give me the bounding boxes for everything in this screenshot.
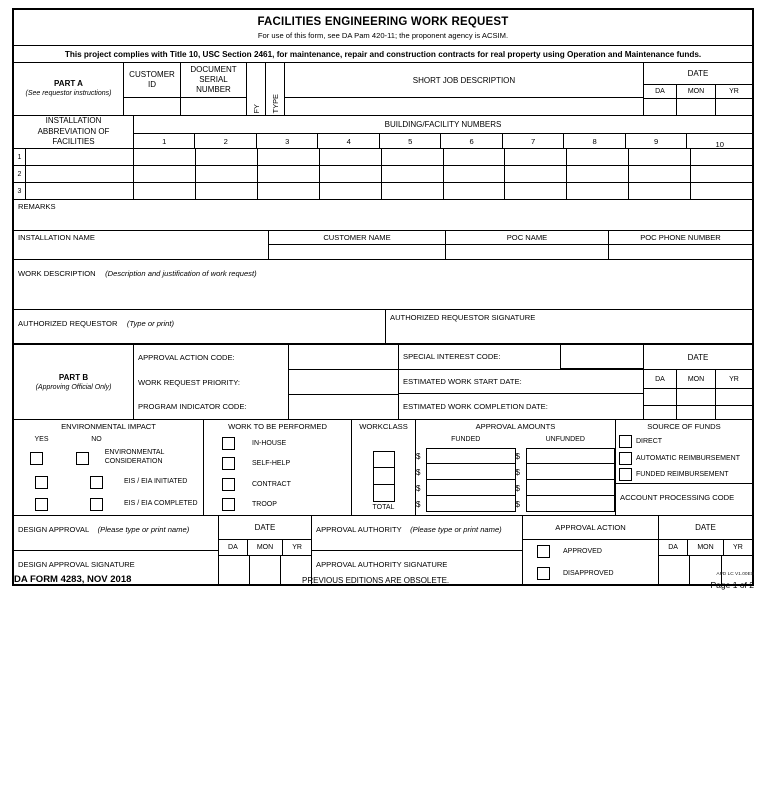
customer-name-input[interactable] <box>269 245 445 259</box>
work-performed-section <box>204 420 352 515</box>
installation-abbrev-label: INSTALLATION ABBREVIATION OF FACILITIES <box>37 116 110 147</box>
building-cell-3-8[interactable] <box>567 183 629 199</box>
eis-eia-completed-label: EIS / EIA COMPLETED <box>124 499 198 507</box>
environmental-consideration-label: ENVIRONMENTAL CONSIDERATION <box>104 449 165 466</box>
eis-eia-initiated-no-checkbox[interactable] <box>90 476 103 489</box>
building-col-6: 6 <box>441 134 502 148</box>
troop-label: TROOP <box>252 501 277 509</box>
poc-phone-label: POC PHONE NUMBER <box>640 233 721 242</box>
building-cell-3-1[interactable] <box>134 183 196 199</box>
installation-name-label: INSTALLATION NAME <box>18 233 95 242</box>
building-cell-2-6[interactable] <box>444 166 506 182</box>
account-processing-code-label: ACCOUNT PROCESSING CODE <box>620 493 735 502</box>
approval-date-mon-label: MON <box>697 544 714 551</box>
building-cell-1-4[interactable] <box>320 149 382 165</box>
part-a-date-inputs <box>644 99 752 115</box>
funded-label: FUNDED <box>451 435 481 443</box>
da-form-4283 <box>12 8 754 586</box>
source-of-funds-direct <box>616 433 752 450</box>
start-date-mon-input[interactable] <box>677 389 716 405</box>
authorized-requestor-cell[interactable] <box>14 310 386 343</box>
unfunded-currency-1: $ <box>515 451 520 461</box>
special-interest-code-input[interactable] <box>561 345 643 369</box>
part-a-date-mon-input[interactable] <box>677 99 716 115</box>
page-title: FACILITIES ENGINEERING WORK REQUEST <box>257 15 509 28</box>
part-b-label: PART B <box>58 373 89 382</box>
approval-amounts-section <box>416 420 616 515</box>
environmental-yes-label: YES <box>34 435 49 443</box>
approval-authority-hint: (Please type or print name) <box>410 525 502 534</box>
design-approval-signature-label: DESIGN APPROVAL SIGNATURE <box>18 559 135 569</box>
fy-cell[interactable] <box>247 63 266 115</box>
environmental-impact-section <box>14 420 204 515</box>
remarks-cell[interactable] <box>14 200 752 231</box>
work-description-cell[interactable] <box>14 260 752 310</box>
authorized-requestor-signature-cell[interactable] <box>386 310 752 343</box>
customer-id-cell <box>124 63 181 115</box>
approval-action-date-label: DATE <box>695 523 716 532</box>
contract-checkbox[interactable] <box>222 478 235 491</box>
building-col-9: 9 <box>626 134 687 148</box>
automatic-reimbursement-checkbox[interactable] <box>619 452 632 465</box>
building-cell-3-3[interactable] <box>258 183 320 199</box>
unfunded-label: UNFUNDED <box>545 435 585 443</box>
building-cell-2-5[interactable] <box>382 166 444 182</box>
document-serial-input[interactable] <box>181 98 246 115</box>
part-a-date-mon-label: MON <box>687 88 705 95</box>
part-b-codes-labels <box>134 345 289 419</box>
part-a-date-da-input[interactable] <box>644 99 677 115</box>
part-a-date-subheaders <box>644 85 752 99</box>
building-cell-3-9[interactable] <box>629 183 691 199</box>
part-a-label: PART A <box>54 79 83 89</box>
names-row <box>14 231 752 260</box>
environmental-consideration-yes-checkbox[interactable] <box>30 452 43 465</box>
building-cell-1-7[interactable] <box>505 149 567 165</box>
document-serial-cell <box>181 63 247 115</box>
approval-date-da-label: DA <box>668 544 678 551</box>
estimated-work-completion-label: ESTIMATED WORK COMPLETION DATE: <box>403 401 548 411</box>
installation-abbrev-label-cell <box>14 116 134 148</box>
completion-date-da-input[interactable] <box>644 406 677 419</box>
workclass-section <box>352 420 416 515</box>
building-cell-2-9[interactable] <box>629 166 691 182</box>
part-a-date-da-label: DA <box>655 88 665 95</box>
part-a-date-yr-input[interactable] <box>716 99 752 115</box>
approval-date-yr-label: YR <box>733 544 743 551</box>
part-a-date-yr-label: YR <box>729 88 739 95</box>
building-cell-1-9[interactable] <box>629 149 691 165</box>
building-cell-3-2[interactable] <box>196 183 258 199</box>
work-performed-title: WORK TO BE PERFORMED <box>228 422 327 431</box>
building-col-1: 1 <box>134 134 195 148</box>
building-number-columns <box>134 134 752 148</box>
program-indicator-code-label: PROGRAM INDICATOR CODE: <box>138 402 247 412</box>
in-house-label: IN-HOUSE <box>252 439 287 447</box>
approval-amounts-title: APPROVAL AMOUNTS <box>475 422 556 431</box>
building-cell-2-3[interactable] <box>258 166 320 182</box>
eis-eia-completed-no-checkbox[interactable] <box>90 498 103 511</box>
installation-abbrev-input-3[interactable] <box>26 183 134 199</box>
funded-currency-2: $ <box>416 467 421 477</box>
approval-date-subheaders <box>659 540 752 556</box>
building-cell-1-1[interactable] <box>134 149 196 165</box>
work-performed-item-in-house <box>204 433 351 454</box>
approval-authority-name-field[interactable] <box>312 516 522 551</box>
poc-phone-cell <box>609 231 752 259</box>
building-cell-2-1[interactable] <box>134 166 196 182</box>
type-cell[interactable] <box>266 63 285 115</box>
fy-label: FY <box>251 103 261 113</box>
design-date-yr-label: YR <box>292 544 302 551</box>
building-cell-1-10[interactable] <box>691 149 752 165</box>
authorized-requestor-row <box>14 310 752 345</box>
funded-amount-input-2[interactable] <box>426 464 516 480</box>
compliance-statement-block <box>14 46 752 63</box>
funded-currency-4: $ <box>416 499 421 509</box>
building-cell-2-2[interactable] <box>196 166 258 182</box>
previous-editions-note: PREVIOUS EDITIONS ARE OBSOLETE. <box>302 576 450 585</box>
funded-amount-input-3[interactable] <box>426 480 516 496</box>
design-date-subheaders <box>219 540 311 556</box>
unfunded-amount-input-1[interactable] <box>526 448 616 464</box>
type-label: TYPE <box>270 93 280 113</box>
account-processing-code-cell[interactable] <box>616 483 752 515</box>
building-cell-2-4[interactable] <box>320 166 382 182</box>
approval-action-code-label: APPROVAL ACTION CODE: <box>138 352 235 362</box>
building-cell-3-7[interactable] <box>505 183 567 199</box>
part-b-date-cell <box>644 345 752 419</box>
program-indicator-code-input[interactable] <box>289 395 398 419</box>
in-house-checkbox[interactable] <box>222 437 235 450</box>
building-cell-2-10[interactable] <box>691 166 752 182</box>
building-cell-1-3[interactable] <box>258 149 320 165</box>
design-approval-name-field[interactable] <box>14 516 218 551</box>
special-interest-code-label: SPECIAL INTEREST CODE: <box>403 352 501 362</box>
document-serial-label: DOCUMENT SERIAL NUMBER <box>190 65 237 94</box>
estimated-completion-date-inputs <box>644 406 752 419</box>
form-title-block <box>14 10 752 46</box>
part-b-codes-inputs <box>289 345 399 419</box>
workclass-box-3[interactable] <box>373 485 395 502</box>
remarks-label: REMARKS <box>18 202 56 211</box>
design-approval-label: DESIGN APPROVAL <box>18 525 90 534</box>
environmental-yesno-headers <box>14 433 203 445</box>
building-numbers-header: BUILDING/FACILITY NUMBERS <box>384 120 502 129</box>
workclass-title: WORKCLASS <box>359 422 408 431</box>
short-job-description-input[interactable] <box>285 98 643 115</box>
environmental-row-1 <box>14 445 203 471</box>
funded-reimbursement-label: FUNDED REIMBURSEMENT <box>636 471 729 479</box>
part-a-label-cell <box>14 63 124 115</box>
building-row-number-2: 2 <box>17 170 22 178</box>
form-id: DA FORM 4283, NOV 2018 <box>14 574 132 585</box>
building-facility-block <box>14 116 752 149</box>
part-a-header-row <box>14 63 752 116</box>
part-b-date-da-label: DA <box>655 375 665 383</box>
work-request-priority-input[interactable] <box>289 370 398 395</box>
apd-version: APD LC V1.00ES <box>716 572 754 577</box>
funded-currency-1: $ <box>416 451 421 461</box>
workclass-box-2[interactable] <box>373 468 395 485</box>
work-performed-item-self-help <box>204 454 351 475</box>
part-a-sublabel: (See requestor instructions) <box>25 90 112 98</box>
building-cell-3-10[interactable] <box>691 183 752 199</box>
short-job-description-cell <box>285 63 644 115</box>
direct-label: DIRECT <box>636 437 663 445</box>
environmental-impact-title: ENVIRONMENTAL IMPACT <box>61 422 156 431</box>
self-help-label: SELF-HELP <box>252 460 291 468</box>
design-date-mon-label: MON <box>256 544 274 551</box>
approval-authority-signature-label: APPROVAL AUTHORITY SIGNATURE <box>316 559 448 569</box>
part-b-label-cell <box>14 345 134 419</box>
part-b-sublabel: (Approving Official Only) <box>35 384 112 391</box>
unfunded-currency-4: $ <box>515 499 520 509</box>
part-b-date-yr-label: YR <box>729 375 739 383</box>
building-row-number-3: 3 <box>17 187 22 195</box>
approved-checkbox[interactable] <box>537 545 550 558</box>
part-b-dates-labels <box>399 345 644 419</box>
customer-name-cell <box>269 231 446 259</box>
contract-label: CONTRACT <box>252 480 291 488</box>
workclass-box-1[interactable] <box>373 451 395 468</box>
source-of-funds-funded <box>616 466 752 483</box>
estimated-start-date-inputs <box>644 389 752 406</box>
building-cell-1-2[interactable] <box>196 149 258 165</box>
building-cell-3-5[interactable] <box>382 183 444 199</box>
completion-date-yr-input[interactable] <box>716 406 752 419</box>
environmental-row-2 <box>14 471 203 493</box>
funded-column <box>416 448 516 515</box>
self-help-checkbox[interactable] <box>222 457 235 470</box>
compliance-statement: This project complies with Title 10, USC Section 2461, for maintenance, repair and construction contracts for real property using Operation and Maintenance funds. <box>64 49 702 59</box>
work-request-priority-label: WORK REQUEST PRIORITY: <box>138 377 240 387</box>
building-cell-3-6[interactable] <box>444 183 506 199</box>
start-date-yr-input[interactable] <box>716 389 752 405</box>
unfunded-amount-input-2[interactable] <box>526 464 616 480</box>
installation-name-cell[interactable] <box>14 231 269 259</box>
troop-checkbox[interactable] <box>222 498 235 511</box>
work-performed-item-contract <box>204 474 351 495</box>
funded-reimbursement-checkbox[interactable] <box>619 468 632 481</box>
customer-id-label: CUSTOMER ID <box>129 70 175 89</box>
unfunded-column <box>516 448 616 515</box>
building-row-number-1: 1 <box>17 153 22 161</box>
completion-date-mon-input[interactable] <box>677 406 716 419</box>
work-description-label: WORK DESCRIPTION <box>18 269 96 278</box>
authorized-requestor-hint: (Type or print) <box>126 319 175 328</box>
environmental-consideration-no-checkbox[interactable] <box>76 452 89 465</box>
installation-abbrev-input-1[interactable] <box>26 149 134 165</box>
design-approval-date-label: DATE <box>254 523 276 532</box>
building-col-3: 3 <box>257 134 318 148</box>
work-description-hint: (Description and justification of work request) <box>105 269 257 278</box>
approved-label: APPROVED <box>563 547 602 555</box>
funded-amount-input-4[interactable] <box>426 496 516 512</box>
customer-name-label: CUSTOMER NAME <box>323 233 391 242</box>
disapproved-label: DISAPPROVED <box>563 569 614 577</box>
poc-name-label: POC NAME <box>506 233 548 242</box>
form-footer <box>12 569 754 594</box>
part-b-date-label: DATE <box>687 352 709 362</box>
eis-eia-initiated-yes-checkbox[interactable] <box>35 476 48 489</box>
building-col-7: 7 <box>503 134 564 148</box>
environmental-no-label: NO <box>91 435 102 443</box>
part-b-row <box>14 345 752 420</box>
source-of-funds-automatic <box>616 450 752 467</box>
building-col-10: 10 <box>715 139 724 149</box>
installation-abbrev-input-2[interactable] <box>26 166 134 182</box>
design-date-da-label: DA <box>228 544 238 551</box>
building-col-8: 8 <box>564 134 625 148</box>
approval-authority-label: APPROVAL AUTHORITY <box>316 525 402 534</box>
short-job-description-label: SHORT JOB DESCRIPTION <box>412 75 516 85</box>
checkbox-band <box>14 420 752 516</box>
part-a-date-label: DATE <box>687 69 709 78</box>
approval-action-code-input[interactable] <box>289 345 398 370</box>
funded-currency-3: $ <box>416 483 421 493</box>
table-row <box>14 149 752 166</box>
poc-phone-input[interactable] <box>609 245 752 259</box>
building-cell-2-7[interactable] <box>505 166 567 182</box>
eis-eia-completed-yes-checkbox[interactable] <box>35 498 48 511</box>
poc-name-cell <box>446 231 609 259</box>
poc-name-input[interactable] <box>446 245 608 259</box>
building-cell-3-4[interactable] <box>320 183 382 199</box>
unfunded-amount-input-3[interactable] <box>526 480 616 496</box>
unfunded-currency-2: $ <box>515 467 520 477</box>
building-cell-2-8[interactable] <box>567 166 629 182</box>
form-subtitle: For use of this form, see DA Pam 420-11; the proponent agency is ACSIM. <box>257 30 509 40</box>
workclass-total-label: TOTAL <box>372 504 395 511</box>
unfunded-currency-3: $ <box>515 483 520 493</box>
part-b-date-subheaders <box>644 370 752 389</box>
building-col-4: 4 <box>318 134 379 148</box>
start-date-da-input[interactable] <box>644 389 677 405</box>
authorized-requestor-signature-label: AUTHORIZED REQUESTOR SIGNATURE <box>390 313 536 322</box>
source-of-funds-title: SOURCE OF FUNDS <box>647 422 721 431</box>
table-row <box>14 166 752 183</box>
funded-amount-input-1[interactable] <box>426 448 516 464</box>
building-cell-1-8[interactable] <box>567 149 629 165</box>
work-performed-item-troop <box>204 495 351 516</box>
approval-action-title: APPROVAL ACTION <box>555 523 626 532</box>
building-cell-1-5[interactable] <box>382 149 444 165</box>
authorized-requestor-label: AUTHORIZED REQUESTOR <box>18 319 118 328</box>
direct-checkbox[interactable] <box>619 435 632 448</box>
building-cell-1-6[interactable] <box>444 149 506 165</box>
page-number: Page 1 of 2 <box>710 580 754 590</box>
automatic-reimbursement-label: AUTOMATIC REIMBURSEMENT <box>636 454 740 462</box>
part-a-date-cell <box>644 63 752 115</box>
unfunded-amount-input-4[interactable] <box>526 496 616 512</box>
table-row <box>14 183 752 200</box>
approval-amounts-grid <box>416 445 615 515</box>
building-col-5: 5 <box>380 134 441 148</box>
approval-action-approved-row <box>523 540 658 562</box>
design-approval-hint: (Please type or print name) <box>97 525 190 534</box>
customer-id-input[interactable] <box>124 98 180 115</box>
environmental-row-3 <box>14 493 203 515</box>
part-b-date-mon-label: MON <box>687 375 705 383</box>
source-of-funds-section <box>616 420 752 515</box>
eis-eia-initiated-label: EIS / EIA INITIATED <box>124 477 188 485</box>
estimated-work-start-label: ESTIMATED WORK START DATE: <box>403 377 522 387</box>
building-numbers-cell <box>134 116 752 148</box>
approval-amounts-subheaders <box>416 433 615 445</box>
building-col-2: 2 <box>195 134 256 148</box>
